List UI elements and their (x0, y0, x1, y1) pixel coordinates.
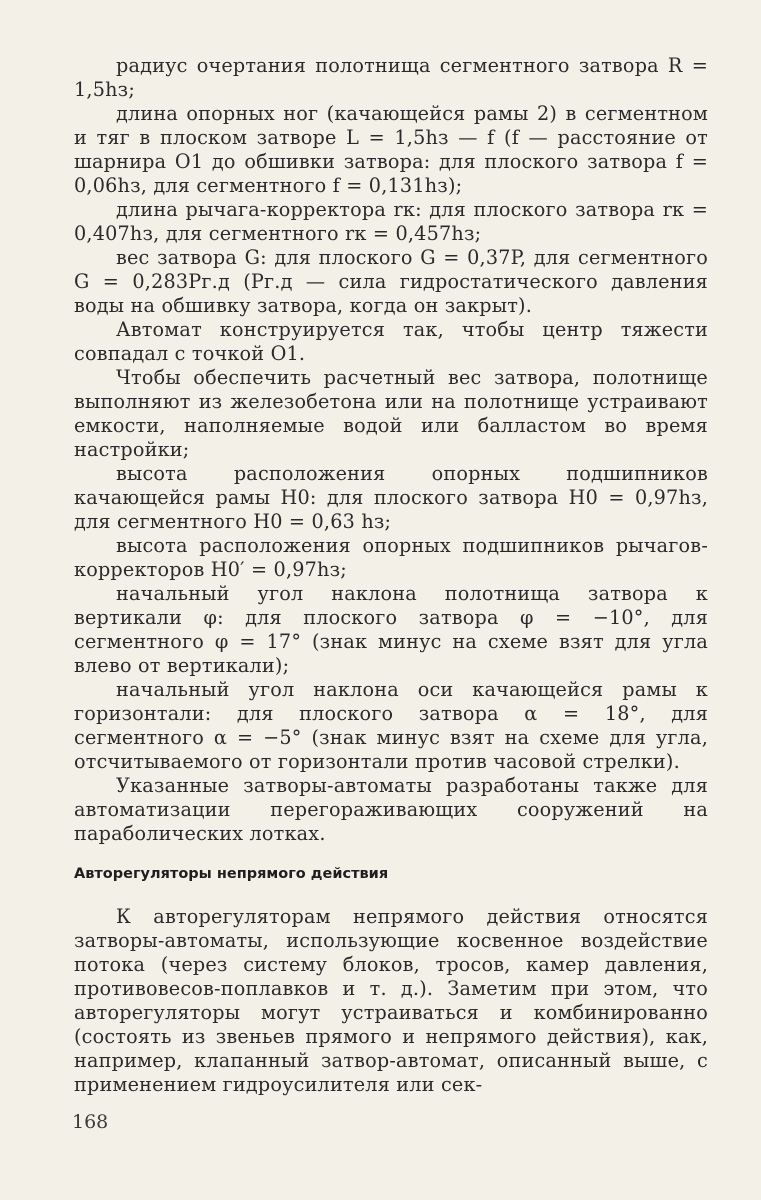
paragraph: Указанные затворы-автоматы разработаны также для автоматизации перегораживающих сооружений на параболических лотках. (74, 774, 708, 845)
paragraph: К авторегуляторам непрямого действия относятся затворы-автоматы, использующие косвенное воздействие потока (через систему блоков, тросов, камер давления, противовесов-поплавков и т. д.). Заметим при этом, что авторегуляторы могут устраиваться и комбинированно (состоять из звеньев прямого и непрямого действия), как, например, клапанный затвор-автомат, описанный выше, с применением гидроусилителя или сек- (74, 905, 708, 1096)
paragraph: начальный угол наклона полотнища затвора к вертикали φ: для плоского затвора φ = −10°, для сегментного φ = 17° (знак минус на схеме взят для угла влево от вертикали); (74, 582, 708, 677)
main-text-block (74, 54, 708, 846)
paragraph: длина опорных ног (качающейся рамы 2) в сегментном и тяг в плоском затворе L = 1,5hз — f (f — расстояние от шарнира O1 до обшивки затвора: для плоского затвора f = 0,06hз, для сегментного f = 0,131hз); (74, 102, 708, 197)
paragraph: вес затвора G: для плоского G = 0,37P, для сегментного G = 0,283Pг.д (Pг.д — сила гидростатического давления воды на обшивку затвора, когда он закрыт). (74, 246, 708, 317)
section-heading: Авторегуляторы непрямого действия (74, 866, 389, 882)
paragraph: начальный угол наклона оси качающейся рамы к горизонтали: для плоского затвора α = 18°, для сегментного α = −5° (знак минус взят на схеме для угла, отсчитываемого от горизонтали против часовой стрелки). (74, 678, 708, 773)
paragraph: Автомат конструируется так, чтобы центр тяжести совпадал с точкой O1. (74, 318, 708, 365)
paragraph: высота расположения опорных подшипников рычагов-корректоров H0′ = 0,97hз; (74, 534, 708, 581)
section-text-block (74, 905, 708, 1097)
paragraph: высота расположения опорных подшипников качающейся рамы H0: для плоского затвора H0 = 0,97hз, для сегментного H0 = 0,63 hз; (74, 462, 708, 533)
page-number: 168 (72, 1111, 109, 1133)
paragraph: радиус очертания полотнища сегментного затвора R = 1,5hз; (74, 54, 708, 101)
paragraph: Чтобы обеспечить расчетный вес затвора, полотнище выполняют из железобетона или на полотнище устраивают емкости, наполняемые водой или балластом во время настройки; (74, 366, 708, 461)
paragraph: длина рычага-корректора rк: для плоского затвора rк = 0,407hз, для сегментного rк = 0,457hз; (74, 198, 708, 245)
